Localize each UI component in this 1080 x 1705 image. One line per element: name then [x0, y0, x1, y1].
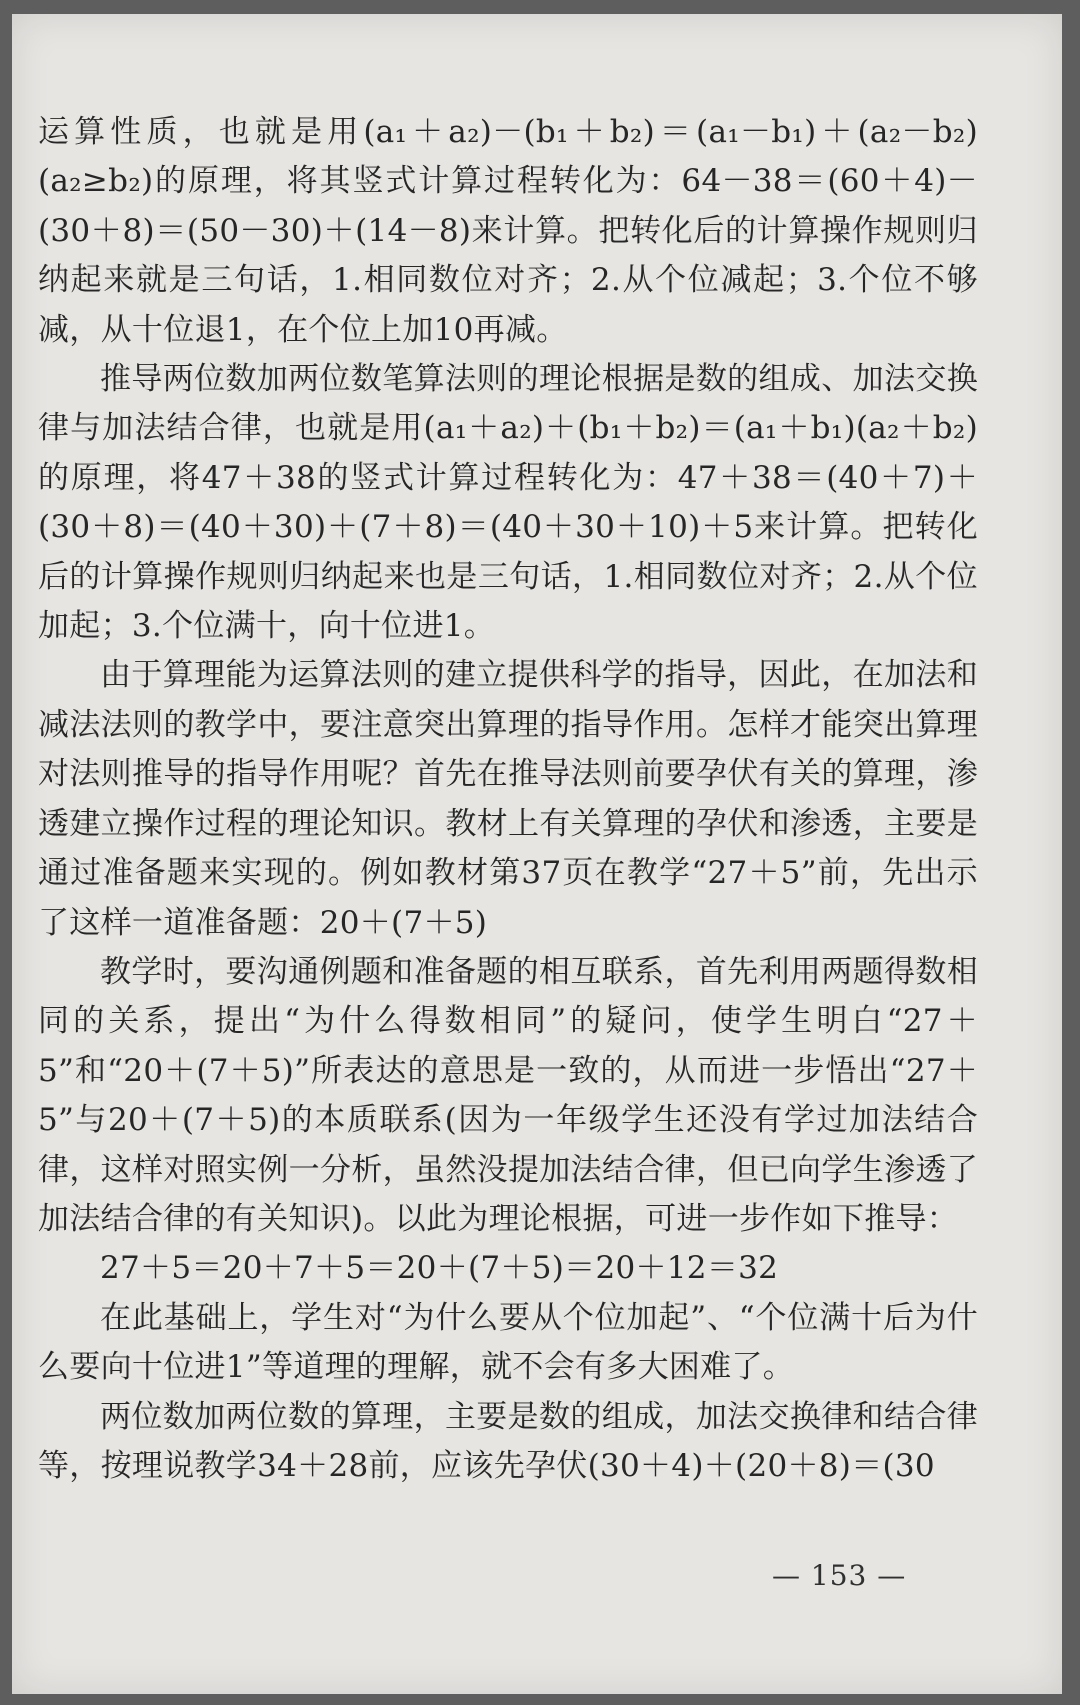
- paragraph-understanding: 在此基础上，学生对“为什么要从个位加起”、“个位满十后为什么要向十位进1”等道理的理解，就不会有多大困难了。: [38, 1299, 978, 1386]
- paragraph-two-digit-addition: 两位数加两位数的算理，主要是数的组成，加法交换律和结合律等，按理说教学34＋28前，应该先孕伏(30＋4)＋(20＋8)＝(30: [38, 1398, 978, 1484]
- page-body: [38, 108, 978, 1491]
- paragraph-teaching-method: 教学时，要沟通例题和准备题的相互联系，首先利用两题得数相同的关系，提出“为什么得数相同”的疑问，使学生明白“27＋5”和“20＋(7＋5)”所表达的意思是一致的，从而进一步悟出“27＋5”与20＋(7＋5)的本质联系(因为一年级学生还没有学过加法结合律，这样对照实例一分析，虽然没提加法结合律，但已向学生渗透了加法结合律的有关知识)。以此为理论根据，可进一步作如下推导：: [38, 953, 978, 1237]
- example-equation: 27＋5＝20＋7＋5＝20＋(7＋5)＝20＋12＝32: [100, 1250, 779, 1287]
- paragraph-addition-derivation: 推导两位数加两位数笔算法则的理论根据是数的组成、加法交换律与加法结合律，也就是用(a₁＋a₂)＋(b₁＋b₂)＝(a₁＋b₁)(a₂＋b₂)的原理，将47＋38的竖式计算过程转化为：47＋38＝(40＋7)＋(30＋8)＝(40＋30)＋(7＋8)＝(40＋30＋10)＋5来计算。把转化后的计算操作规则归纳起来也是三句话，1.相同数位对齐；2.从个位加起；3.个位满十，向十位进1。: [38, 361, 978, 645]
- page-number: — 153 —: [772, 1559, 907, 1592]
- book-page: [12, 14, 1062, 1694]
- paragraph-continued: 运算性质，也就是用(a₁＋a₂)－(b₁＋b₂)＝(a₁－b₁)＋(a₂－b₂)(a₂≥b₂)的原理，将其竖式计算过程转化为：64－38＝(60＋4)－(30＋8)＝(50－30)＋(14－8)来计算。把转化后的计算操作规则归纳起来就是三句话，1.相同数位对齐；2.从个位减起；3.个位不够减，从十位退1，在个位上加10再减。: [38, 114, 978, 348]
- paragraph-arithmetic-guidance: 由于算理能为运算法则的建立提供科学的指导，因此，在加法和减法法则的教学中，要注意突出算理的指导作用。怎样才能突出算理对法则推导的指导作用呢？首先在推导法则前要孕伏有关的算理，渗透建立操作过程的理论知识。教材上有关算理的孕伏和渗透，主要是通过准备题来实现的。例如教材第37页在教学“27＋5”前，先出示了这样一道准备题：20＋(7＋5): [38, 657, 978, 941]
